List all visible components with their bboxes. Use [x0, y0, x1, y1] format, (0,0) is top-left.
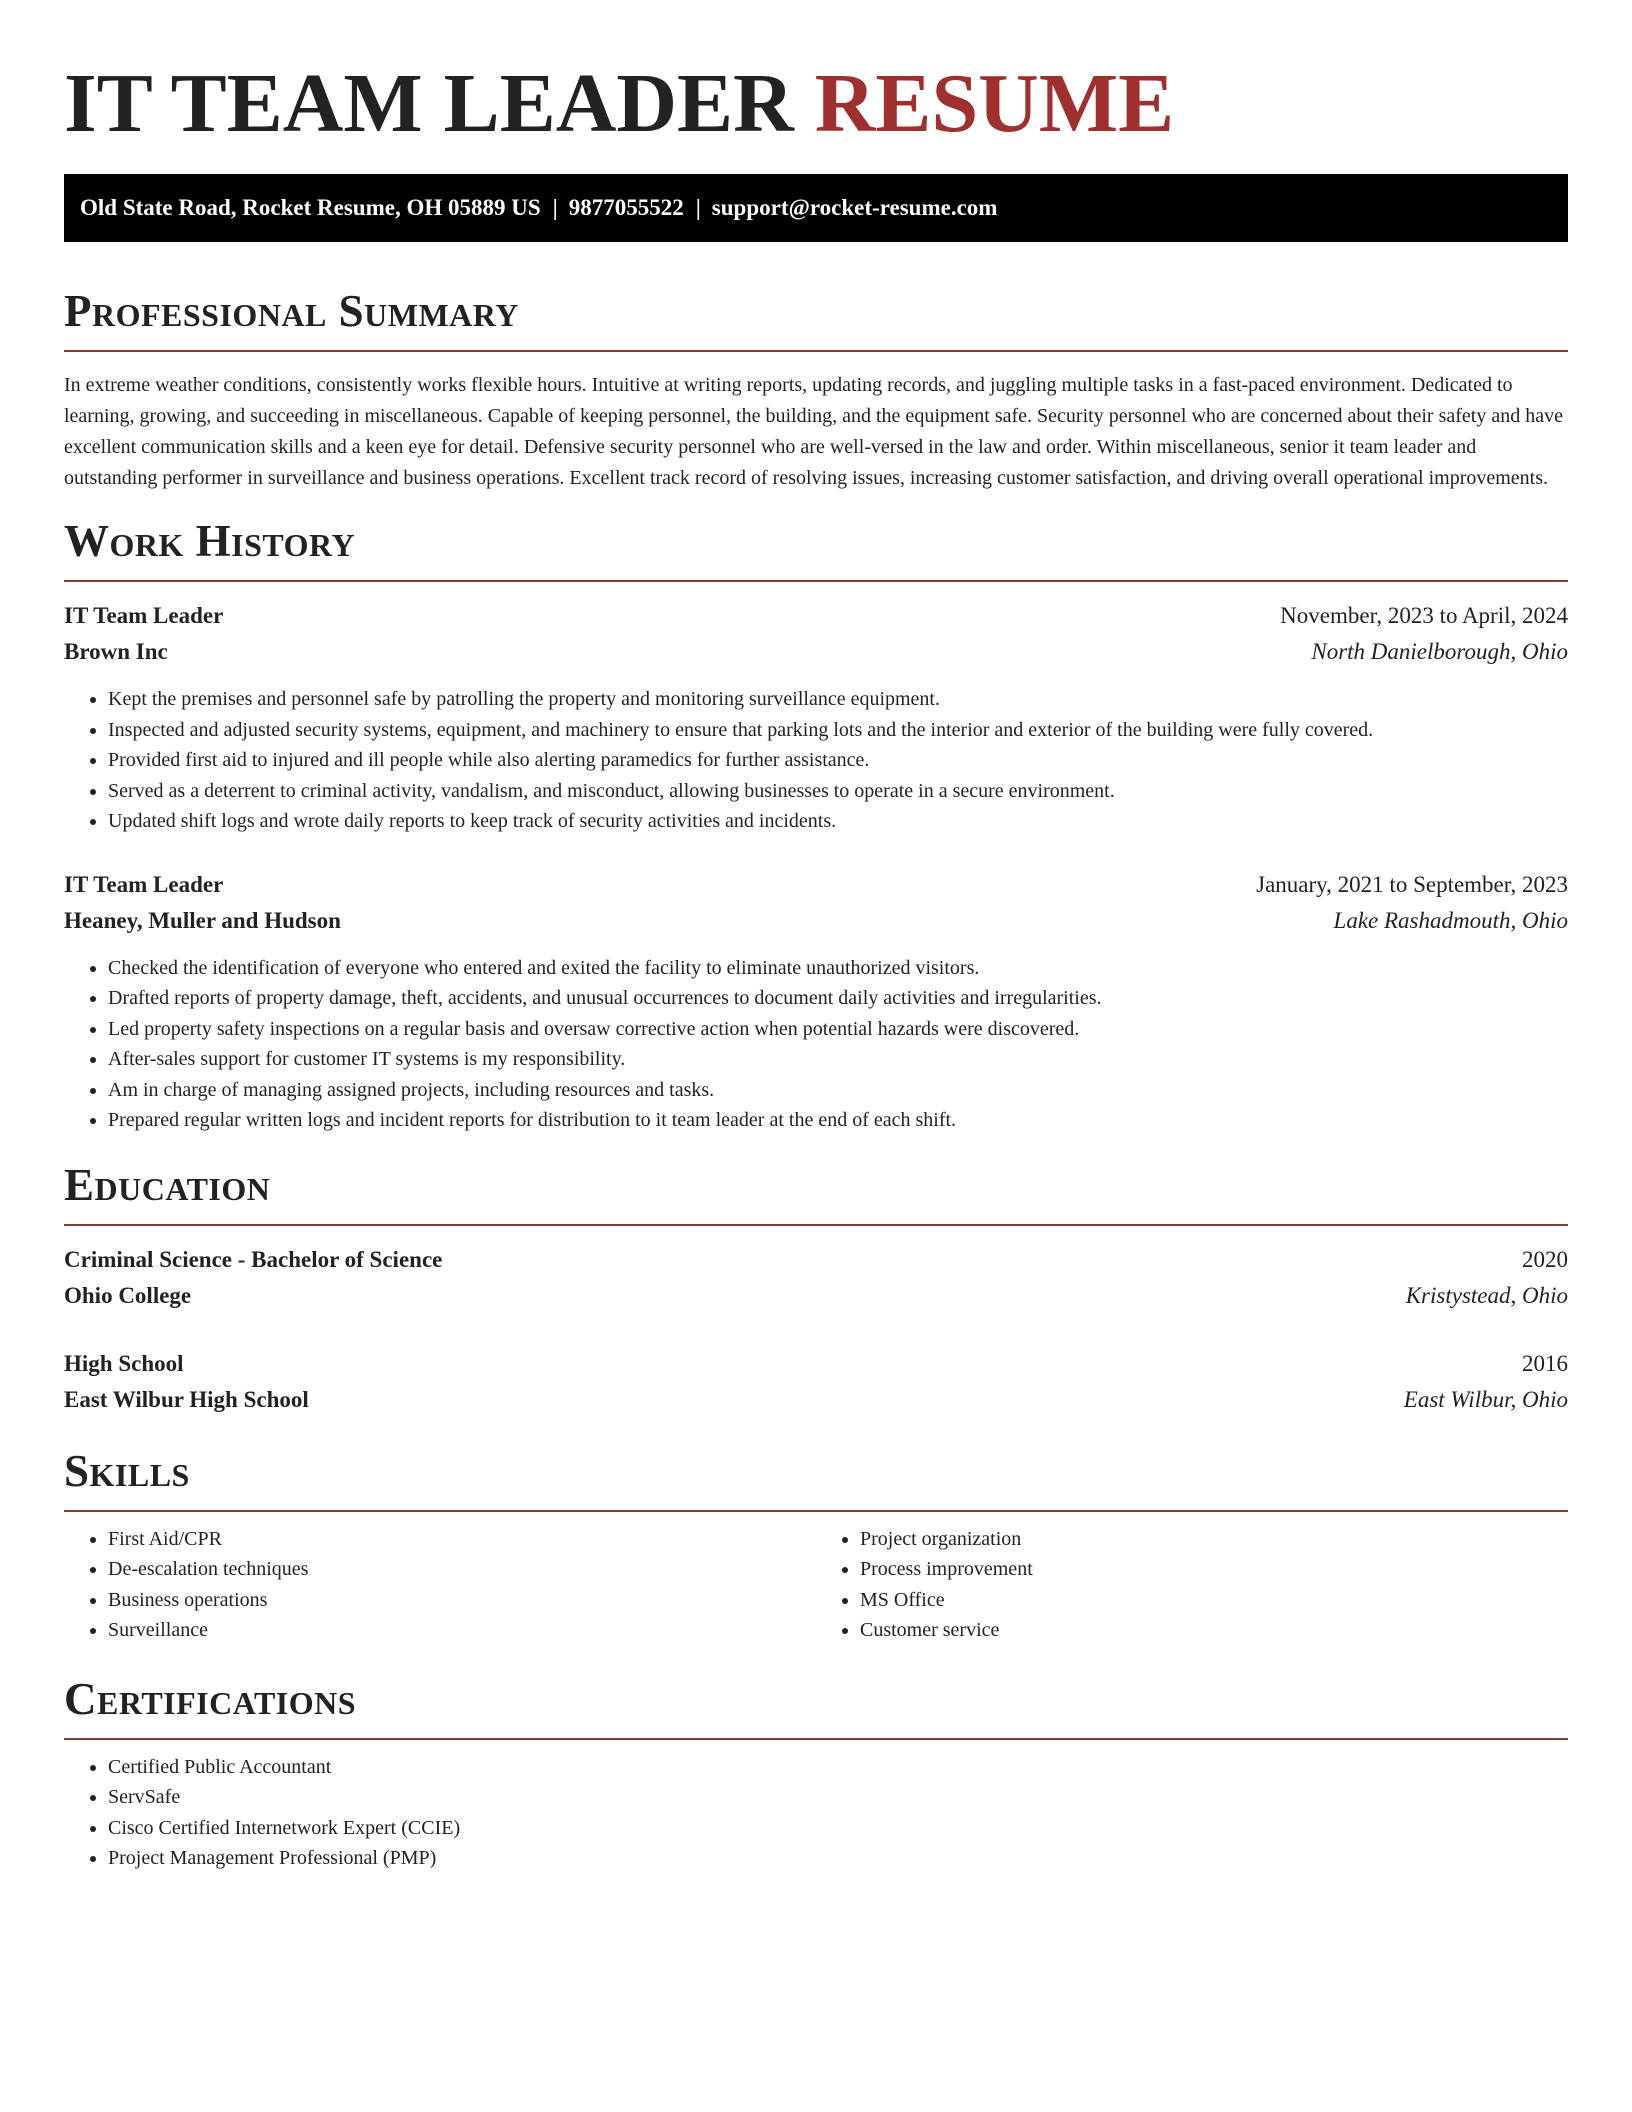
- education-location: Kristystead, Ohio: [1405, 1282, 1568, 1308]
- summary-heading: Professional Summary: [64, 286, 519, 336]
- certifications-section: [64, 1674, 1568, 1874]
- skills-grid: [64, 1524, 1568, 1646]
- summary-text: In extreme weather conditions, consistently works flexible hours. Intuitive at writing reports, updating records, and juggling multiple tasks in a fast-paced environment. Dedicated to learning, growing, and succeeding in miscellaneous. Capable of keeping personnel, the building, and the equipment safe. Security personnel who are concerned about their safety and have excellent communication skills and a keen eye for detail. Defensive security personnel who are well-versed in the law and order. Within miscellaneous, senior it team leader and outstanding performer in surveillance and business operations. Excellent track record of resolving issues, increasing customer satisfaction, and driving overall operational improvements.: [64, 374, 1563, 489]
- list-item: • Led property safety inspections on a regular basis and oversaw corrective action when potential hazards were discovered.: [108, 1014, 1568, 1045]
- certification-item: • Cisco Certified Internetwork Expert (CCIE): [108, 1813, 1568, 1844]
- work-history-section: [64, 516, 1568, 1136]
- job-location: Lake Rashadmouth, Ohio: [1333, 907, 1568, 933]
- education-entry: [64, 1346, 1568, 1418]
- job-company-row: [64, 903, 1568, 939]
- section-divider: [64, 1738, 1568, 1740]
- skill-item: • Project organization: [860, 1524, 1568, 1555]
- work-history-heading: Work History: [64, 516, 356, 566]
- resume-page: [64, 0, 1568, 1874]
- contact-email: support@rocket-resume.com: [711, 195, 998, 220]
- list-item: • Served as a deterrent to criminal activity, vandalism, and misconduct, allowing businesses to operate in a secure environment.: [108, 776, 1568, 807]
- job-entry: [64, 598, 1568, 837]
- skill-item: • MS Office: [860, 1585, 1568, 1616]
- section-divider: [64, 580, 1568, 582]
- contact-separator: |: [552, 195, 558, 220]
- job-title: IT Team Leader: [64, 603, 224, 628]
- certification-item: • Project Management Professional (PMP): [108, 1843, 1568, 1874]
- list-item: • Am in charge of managing assigned projects, including resources and tasks.: [108, 1075, 1568, 1106]
- job-company-row: [64, 634, 1568, 670]
- job-company: Heaney, Muller and Hudson: [64, 907, 341, 933]
- list-item: • Provided first aid to injured and ill people while also alerting paramedics for further assistance.: [108, 745, 1568, 776]
- education-school-row: [64, 1278, 1568, 1314]
- education-degree-row: [64, 1242, 1568, 1278]
- education-year: 2016: [1522, 1350, 1568, 1376]
- contact-phone: 9877055522: [568, 195, 684, 220]
- skill-item: • De-escalation techniques: [108, 1554, 816, 1585]
- skills-list-right: [816, 1524, 1568, 1646]
- education-heading: Education: [64, 1159, 271, 1210]
- summary-section: [64, 286, 1568, 494]
- education-degree: Criminal Science - Bachelor of Science: [64, 1246, 443, 1272]
- skills-list-left: [64, 1524, 816, 1646]
- title-main: IT TEAM LEADER: [64, 57, 794, 150]
- list-item: • Checked the identification of everyone who entered and exited the facility to eliminate unauthorized visitors.: [108, 953, 1568, 984]
- job-header-row: [64, 598, 1568, 634]
- skills-section: [64, 1446, 1568, 1646]
- education-school: Ohio College: [64, 1282, 192, 1308]
- title-accent: RESUME: [814, 57, 1175, 150]
- job-duties-list: [64, 953, 1568, 1136]
- job-dates: January, 2021 to September, 2023: [1256, 871, 1568, 897]
- education-school-row: [64, 1382, 1568, 1418]
- education-entry: [64, 1242, 1568, 1314]
- list-item: • Prepared regular written logs and incident reports for distribution to it team leader at the end of each shift.: [108, 1105, 1568, 1136]
- contact-address: Old State Road, Rocket Resume, OH 05889 US: [80, 195, 541, 220]
- job-title: IT Team Leader: [64, 871, 224, 897]
- skills-heading: Skills: [64, 1445, 190, 1496]
- job-location: North Danielborough, Ohio: [1311, 639, 1568, 664]
- job-dates: November, 2023 to April, 2024: [1280, 603, 1568, 628]
- job-header-row: [64, 867, 1568, 903]
- resume-title: [64, 0, 1568, 150]
- contact-separator: |: [695, 195, 701, 220]
- education-section: [64, 1160, 1568, 1418]
- section-divider: [64, 1510, 1568, 1512]
- job-entry: [64, 867, 1568, 1136]
- certification-item: • Certified Public Accountant: [108, 1752, 1568, 1783]
- certifications-list: [64, 1752, 1568, 1874]
- contact-bar: [64, 174, 1568, 242]
- education-degree-row: [64, 1346, 1568, 1382]
- job-company: Brown Inc: [64, 639, 168, 664]
- section-divider: [64, 350, 1568, 352]
- education-location: East Wilbur, Ohio: [1403, 1386, 1568, 1412]
- list-item: • Drafted reports of property damage, theft, accidents, and unusual occurrences to document daily activities and irregularities.: [108, 983, 1568, 1014]
- skill-item: • Customer service: [860, 1615, 1568, 1646]
- skill-item: • First Aid/CPR: [108, 1524, 816, 1555]
- education-school: East Wilbur High School: [64, 1386, 309, 1412]
- job-duties-list: [64, 684, 1568, 837]
- list-item: • Updated shift logs and wrote daily reports to keep track of security activities and incidents.: [108, 806, 1568, 837]
- education-degree: High School: [64, 1350, 184, 1376]
- skill-item: • Business operations: [108, 1585, 816, 1616]
- list-item: • Kept the premises and personnel safe by patrolling the property and monitoring surveillance equipment.: [108, 684, 1568, 715]
- certification-item: • ServSafe: [108, 1782, 1568, 1813]
- skill-item: • Process improvement: [860, 1554, 1568, 1585]
- section-divider: [64, 1224, 1568, 1226]
- certifications-heading: Certifications: [64, 1673, 357, 1724]
- list-item: • After-sales support for customer IT systems is my responsibility.: [108, 1044, 1568, 1075]
- skill-item: • Surveillance: [108, 1615, 816, 1646]
- education-year: 2020: [1522, 1246, 1568, 1272]
- list-item: • Inspected and adjusted security systems, equipment, and machinery to ensure that parking lots and the interior and exterior of the building were fully covered.: [108, 715, 1568, 746]
